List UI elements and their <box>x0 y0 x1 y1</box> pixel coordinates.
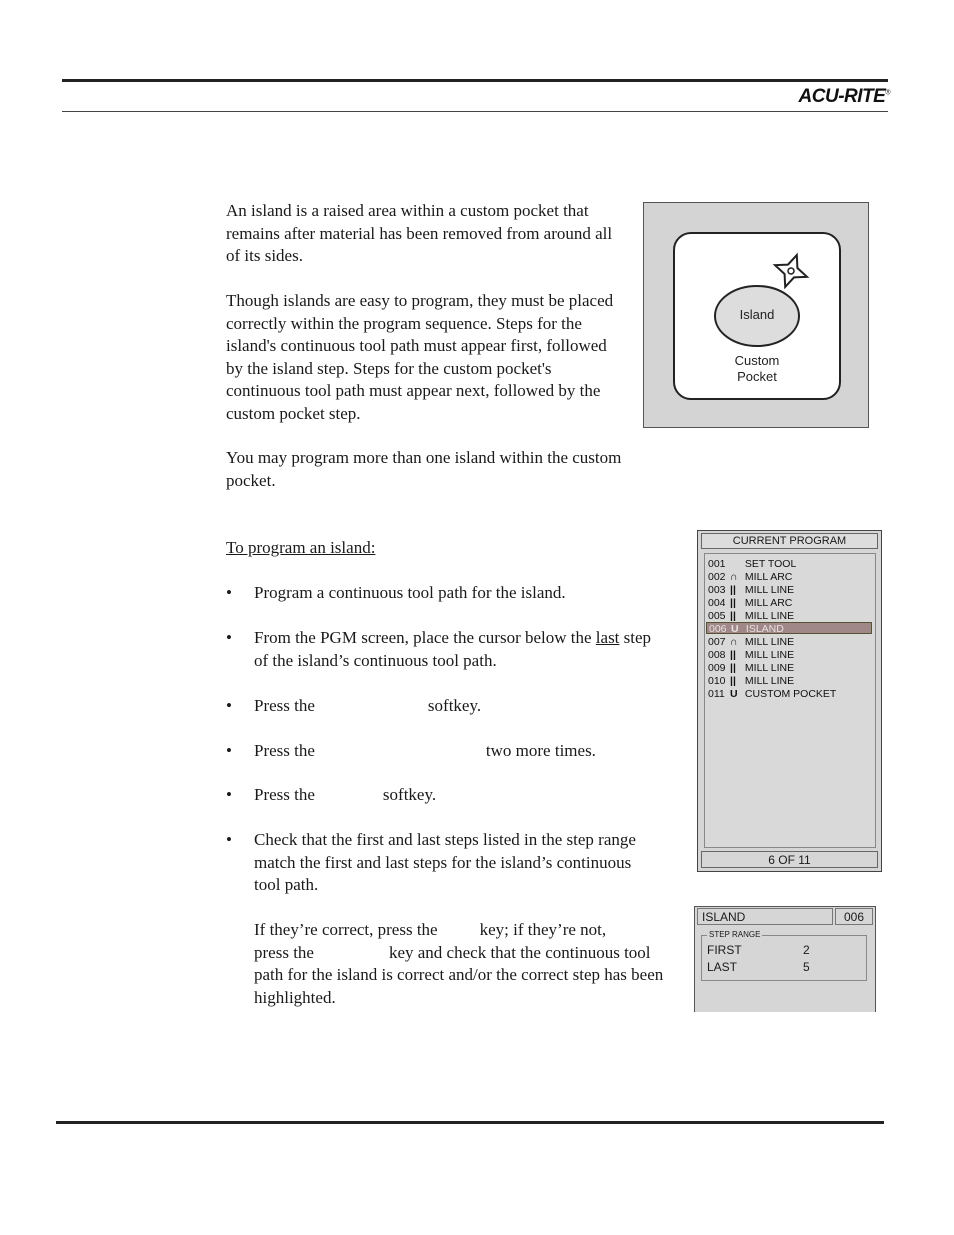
bullet-icon: • <box>226 628 232 647</box>
brand-logo: ACU-RITE® <box>798 86 890 107</box>
program-step-list <box>704 553 876 848</box>
current-program-screen <box>697 530 882 872</box>
pocket-label-line1: Custom <box>734 353 780 368</box>
last-value[interactable]: 5 <box>803 960 810 974</box>
placement-paragraph: Though islands are easy to program, they must be placed correctly within the program sequence. Steps for the island's continuous tool path must appear first, followed by the island step. Steps for the custom pocket's continuous tool path must appear next, followed by the custom pocket step. <box>226 291 614 423</box>
program-step-row[interactable]: 008 || MILL LINE <box>708 649 795 661</box>
program-step-row[interactable]: 007 ∩ MILL LINE <box>708 636 795 648</box>
current-program-title: CURRENT PROGRAM <box>701 533 878 549</box>
step-range-label: STEP RANGE <box>709 930 761 939</box>
step-number: 006 <box>835 908 873 925</box>
first-label: FIRST <box>707 943 742 957</box>
tool-star-icon <box>769 249 813 293</box>
header-rule-thin <box>62 111 888 112</box>
header-rule <box>62 79 888 82</box>
step-range-group <box>701 935 867 981</box>
first-value[interactable]: 2 <box>803 943 810 957</box>
island-diagram <box>643 202 869 428</box>
island-step-form <box>694 906 876 1012</box>
program-step-row[interactable]: 005 || MILL LINE <box>708 610 795 622</box>
footer-rule <box>56 1121 884 1124</box>
program-step-row[interactable]: 009 || MILL LINE <box>708 662 795 674</box>
program-step-row-selected[interactable]: 006 U ISLAND <box>706 622 872 634</box>
program-step-row[interactable]: 002 ∩ MILL ARC <box>708 571 793 583</box>
program-step-row[interactable]: 003 || MILL LINE <box>708 584 795 596</box>
step-type-title: ISLAND <box>697 908 833 925</box>
intro-paragraph: An island is a raised area within a custom pocket that remains after material has been removed from around all of its sides. <box>226 201 613 265</box>
bullet-icon: • <box>226 741 232 760</box>
island-label: Island <box>739 307 775 322</box>
bullet-icon: • <box>226 696 232 715</box>
pocket-label-line2: Pocket <box>737 369 777 384</box>
step-counter: 6 OF 11 <box>701 851 878 868</box>
program-step-row[interactable]: 010 || MILL LINE <box>708 675 795 687</box>
last-label: LAST <box>707 960 738 974</box>
procedure-title: To program an island: <box>226 538 376 557</box>
multiple-islands-paragraph: You may program more than one island within the custom pocket. <box>226 448 622 490</box>
bullet-icon: • <box>226 830 232 849</box>
program-step-row[interactable]: 011 U CUSTOM POCKET <box>708 688 837 700</box>
bullet-icon: • <box>226 583 232 602</box>
program-step-row[interactable]: 001 SET TOOL <box>708 558 797 570</box>
bullet-icon: • <box>226 785 232 804</box>
program-step-row[interactable]: 004 || MILL ARC <box>708 597 793 609</box>
